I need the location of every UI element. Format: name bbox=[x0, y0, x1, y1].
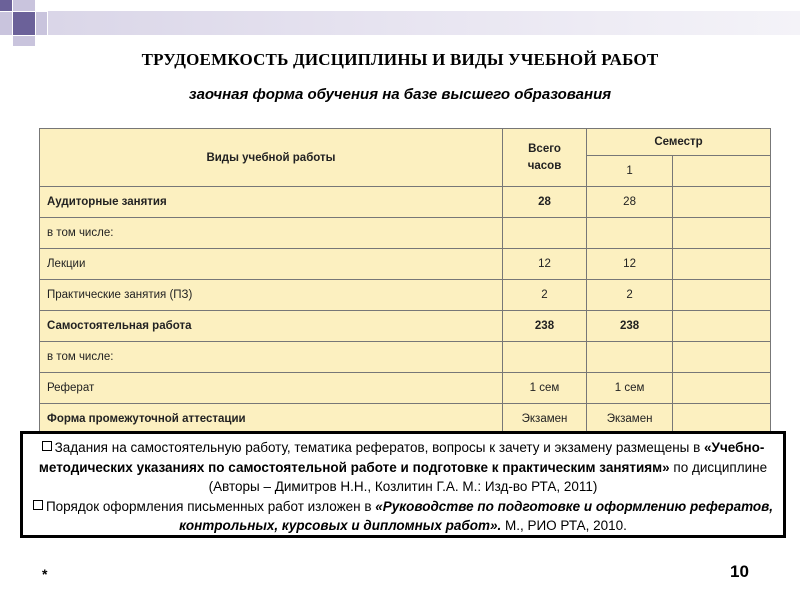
row-label: Аудиторные занятия bbox=[40, 187, 503, 218]
note-1-emphasis: «Учебно-методических указаниях по самостоятельной работе и подготовке к практическим занятиям» bbox=[38, 440, 765, 475]
decorative-band bbox=[48, 11, 800, 35]
table-header-row bbox=[40, 129, 771, 156]
row-label: Лекции bbox=[40, 249, 503, 280]
square-bullet-icon bbox=[42, 441, 52, 451]
note-2-text-end: М., РИО РТА, 2010. bbox=[501, 518, 627, 533]
table-row bbox=[40, 280, 771, 311]
row-total: Экзамен bbox=[502, 404, 586, 435]
row-label: Самостоятельная работа bbox=[40, 311, 503, 342]
header-semester-number: 1 bbox=[587, 156, 673, 187]
table-row bbox=[40, 187, 771, 218]
decorative-square bbox=[0, 12, 12, 35]
note-1 bbox=[31, 438, 775, 497]
notes-box bbox=[20, 431, 786, 538]
row-label: Форма промежуточной аттестации bbox=[40, 404, 503, 435]
row-sem2 bbox=[673, 218, 771, 249]
note-2-emphasis: «Руководстве по подготовке и оформлению рефератов, контрольных, курсовых и дипломных работ». bbox=[179, 498, 774, 533]
row-total: 1 сем bbox=[502, 373, 586, 404]
row-total: 12 bbox=[502, 249, 586, 280]
slide-title: ТРУДОЕМКОСТЬ ДИСЦИПЛИНЫ И ВИДЫ УЧЕБНОЙ РАБОТ bbox=[141, 50, 659, 69]
header-empty-cell bbox=[673, 156, 771, 187]
note-1-text: Задания на самостоятельную работу, тематика рефератов, вопросы к зачету и экзамену размещены в bbox=[54, 440, 705, 455]
table-row bbox=[40, 249, 771, 280]
slide-subtitle: заочная форма обучения на базе высшего образования bbox=[188, 86, 612, 103]
row-sem2 bbox=[673, 342, 771, 373]
table-row bbox=[40, 311, 771, 342]
row-sem1: 1 сем bbox=[587, 373, 673, 404]
decorative-square bbox=[36, 12, 47, 35]
row-label: в том числе: bbox=[40, 342, 503, 373]
header-total-line1: Всего bbox=[528, 142, 561, 155]
row-label: в том числе: bbox=[40, 218, 503, 249]
row-sem2 bbox=[673, 373, 771, 404]
row-total bbox=[502, 218, 586, 249]
decorative-square bbox=[13, 0, 35, 11]
header-work-types: Виды учебной работы bbox=[40, 129, 503, 187]
square-bullet-icon bbox=[33, 500, 43, 510]
table-row bbox=[40, 342, 771, 373]
workload-table bbox=[39, 128, 771, 435]
row-sem2 bbox=[673, 187, 771, 218]
header-semester: Семестр bbox=[587, 129, 771, 156]
row-sem2 bbox=[673, 280, 771, 311]
row-total bbox=[502, 342, 586, 373]
row-sem1: 28 bbox=[587, 187, 673, 218]
table-row bbox=[40, 373, 771, 404]
row-sem1: 12 bbox=[587, 249, 673, 280]
page-number: 10 bbox=[730, 562, 749, 581]
decorative-header-squares bbox=[0, 0, 800, 52]
table-row bbox=[40, 218, 771, 249]
footer-star: * bbox=[42, 566, 48, 582]
decorative-square bbox=[13, 12, 35, 35]
row-sem2 bbox=[673, 404, 771, 435]
row-sem1: 238 bbox=[587, 311, 673, 342]
row-sem2 bbox=[673, 311, 771, 342]
row-sem1 bbox=[587, 218, 673, 249]
note-2-text: Порядок оформления письменных работ изложен в bbox=[45, 498, 376, 514]
row-sem2 bbox=[673, 249, 771, 280]
note-1-text-end: по дисциплине (Авторы – Димитров Н.Н., Козлитин Г.А. М.: Изд-во РТА, 2011) bbox=[208, 459, 768, 494]
note-2 bbox=[31, 497, 775, 536]
decorative-square bbox=[13, 36, 35, 46]
header-total-line2: часов bbox=[527, 159, 562, 172]
row-sem1 bbox=[587, 342, 673, 373]
row-sem1: Экзамен bbox=[587, 404, 673, 435]
row-total: 2 bbox=[502, 280, 586, 311]
row-label: Практические занятия (ПЗ) bbox=[40, 280, 503, 311]
row-sem1: 2 bbox=[587, 280, 673, 311]
row-total: 28 bbox=[502, 187, 586, 218]
row-total: 238 bbox=[502, 311, 586, 342]
table-row bbox=[40, 404, 771, 435]
header-total-hours bbox=[502, 129, 586, 187]
row-label: Реферат bbox=[40, 373, 503, 404]
decorative-square bbox=[0, 0, 12, 11]
